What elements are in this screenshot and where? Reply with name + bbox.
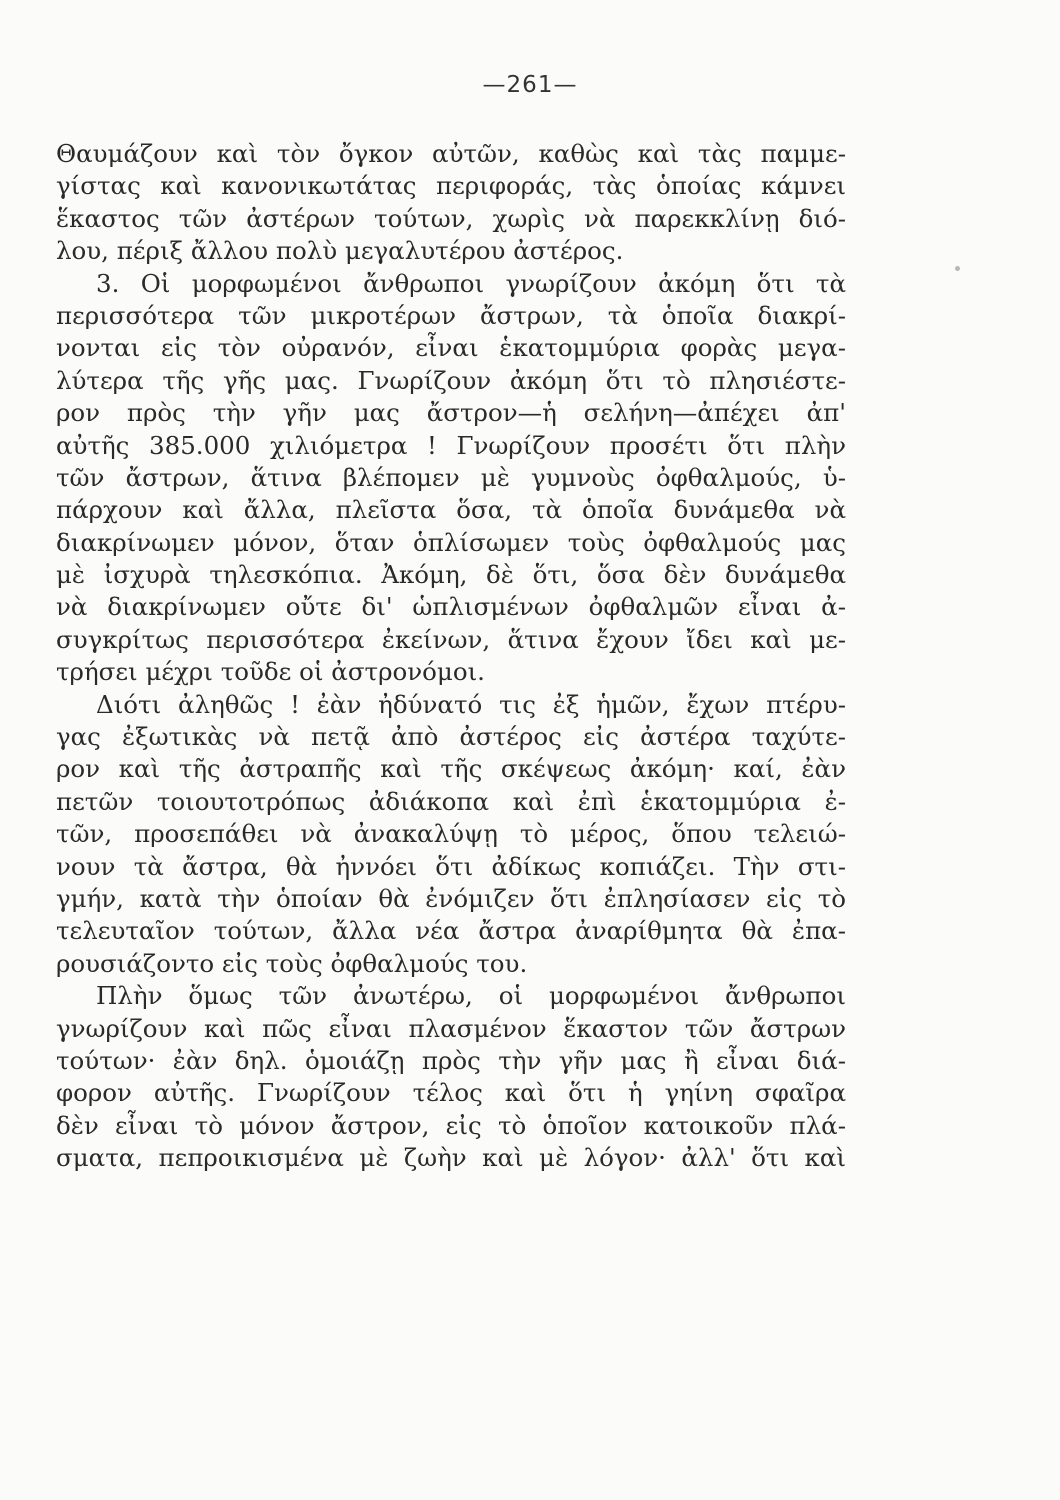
- text-line: λύτερα τῆς γῆς μας. Γνωρίζουν ἀκόμη ὅτι τὸ πλησιέστε-: [56, 365, 846, 395]
- text-line: πετῶν τοιουτοτρόπως ἀδιάκοπα καὶ ἐπὶ ἑκατομμύρια ἐ-: [56, 786, 846, 816]
- text-line: τρήσει μέχρι τοῦδε οἱ ἀστρονόμοι.: [56, 657, 485, 687]
- text-line: ρον καὶ τῆς ἀστραπῆς καὶ τῆς σκέψεως ἀκόμη· καί, ἐὰν: [56, 754, 846, 784]
- text-line: τῶν ἄστρων, ἅτινα βλέπομεν μὲ γυμνοὺς ὀφθαλμούς, ὑ-: [56, 462, 846, 492]
- text-line: τελευταῖον τούτων, ἄλλα νέα ἄστρα ἀναρίθμητα θὰ ἐπα-: [56, 916, 846, 946]
- text-line: διακρίνωμεν μόνον, ὅταν ὁπλίσωμεν τοὺς ὀφθαλμούς μας: [56, 527, 846, 557]
- text-line: γνωρίζουν καὶ πῶς εἶναι πλασμένον ἕκαστον τῶν ἄστρων: [56, 1013, 846, 1043]
- text-line: γίστας καὶ κανονικωτάτας περιφοράς, τὰς ὁποίας κάμνει: [56, 171, 846, 201]
- text-line: αὐτῆς 385.000 χιλιόμετρα ! Γνωρίζουν προσέτι ὅτι πλὴν: [56, 430, 846, 460]
- text-line: μὲ ἰσχυρὰ τηλεσκόπια. Ἀκόμη, δὲ ὅτι, ὅσα δὲν δυνάμεθα: [56, 560, 846, 590]
- text-line: ρον πρὸς τὴν γῆν μας ἄστρον—ἡ σελήνη—ἀπέχει ἀπ': [56, 398, 846, 428]
- text-line: τῶν, προσεπάθει νὰ ἀνακαλύψῃ τὸ μέρος, ὅπου τελειώ-: [56, 819, 846, 849]
- text-line: νὰ διακρίνωμεν οὔτε δι' ὡπλισμένων ὀφθαλμῶν εἶναι ἀ-: [56, 592, 846, 622]
- text-line: ἕκαστος τῶν ἀστέρων τούτων, χωρὶς νὰ παρεκκλίνῃ διό-: [56, 203, 846, 233]
- text-line: Διότι ἀληθῶς ! ἐὰν ἠδύνατό τις ἐξ ἡμῶν, ἔχων πτέρυ-: [96, 689, 846, 719]
- text-line: φορον αὐτῆς. Γνωρίζουν τέλος καὶ ὅτι ἡ γηίνη σφαῖρα: [56, 1078, 846, 1108]
- body-text: [56, 138, 846, 1175]
- text-line: λου, πέριξ ἄλλου πολὺ μεγαλυτέρου ἀστέρος.: [56, 236, 624, 266]
- text-line: γμήν, κατὰ τὴν ὁποίαν θὰ ἐνόμιζεν ὅτι ἐπλησίασεν εἰς τὸ: [56, 883, 846, 913]
- text-line: σματα, πεπροικισμένα μὲ ζωὴν καὶ μὲ λόγον· ἀλλ' ὅτι καὶ: [56, 1143, 846, 1173]
- text-line: τούτων· ἐὰν δηλ. ὁμοιάζῃ πρὸς τὴν γῆν μας ἢ εἶναι διά-: [56, 1045, 846, 1075]
- text-line: νουν τὰ ἄστρα, θὰ ἠννόει ὅτι ἀδίκως κοπιάζει. Τὴν στι-: [56, 851, 846, 881]
- text-line: δὲν εἶναι τὸ μόνον ἄστρον, εἰς τὸ ὁποῖον κατοικοῦν πλά-: [56, 1110, 846, 1140]
- text-line: συγκρίτως περισσότερα ἐκείνων, ἅτινα ἔχουν ἴδει καὶ με-: [56, 624, 846, 654]
- text-line: 3. Οἱ μορφωμένοι ἄνθρωποι γνωρίζουν ἀκόμη ὅτι τὰ: [96, 268, 846, 298]
- text-line: περισσότερα τῶν μικροτέρων ἄστρων, τὰ ὁποῖα διακρί-: [56, 300, 846, 330]
- text-line: Πλὴν ὅμως τῶν ἀνωτέρω, οἱ μορφωμένοι ἄνθρωποι: [96, 981, 846, 1011]
- text-line: Θαυμάζουν καὶ τὸν ὄγκον αὐτῶν, καθὼς καὶ τὰς παμμε-: [56, 139, 846, 168]
- text-line: νονται εἰς τὸν οὐρανόν, εἶναι ἑκατομμύρια φορὰς μεγα-: [56, 333, 846, 363]
- paper-speck: [955, 266, 960, 271]
- text-line: γας ἐξωτικὰς νὰ πετᾷ ἀπὸ ἀστέρος εἰς ἀστέρα ταχύτε-: [56, 722, 846, 752]
- page-number: —261—: [482, 72, 578, 98]
- text-line: πάρχουν καὶ ἄλλα, πλεῖστα ὅσα, τὰ ὁποῖα δυνάμεθα νὰ: [56, 495, 846, 525]
- text-line: ρουσιάζοντο εἰς τοὺς ὀφθαλμούς του.: [56, 948, 528, 978]
